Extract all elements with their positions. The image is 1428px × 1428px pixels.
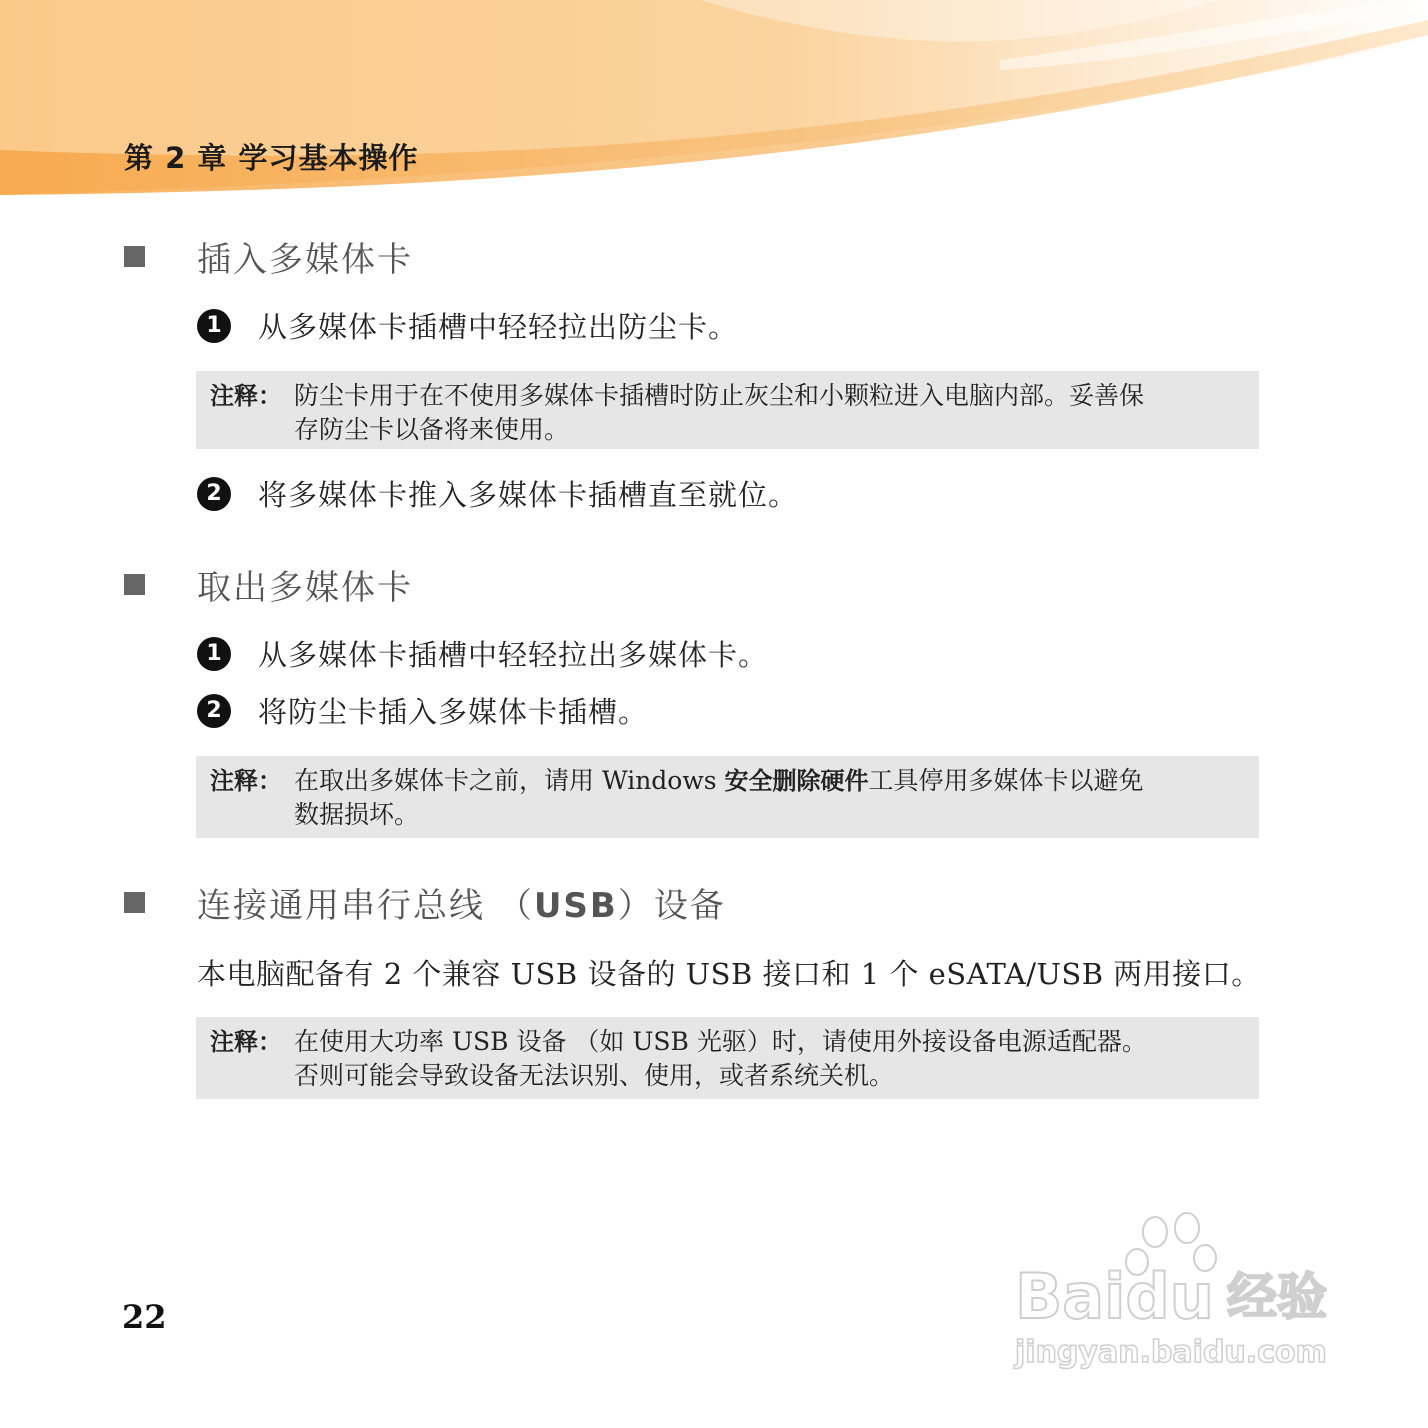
svg-text:jingyan.baidu.com: jingyan.baidu.com xyxy=(1015,1335,1327,1370)
section-title: 连接通用串行总线 （USB）设备 xyxy=(197,886,726,926)
step-text: 将多媒体卡推入多媒体卡插槽直至就位。 xyxy=(258,478,799,512)
note-text: 在取出多媒体卡之前，请用 Windows 安全删除硬件工具停用多媒体卡以避免 数据损坏。 xyxy=(294,766,1144,829)
step-number-icon: 2 xyxy=(197,694,231,728)
note-label: 注释： xyxy=(210,767,282,795)
page-number: 22 xyxy=(122,1298,167,1336)
square-bullet-icon xyxy=(124,892,145,913)
square-bullet-icon xyxy=(124,246,145,267)
step-text: 将防尘卡插入多媒体卡插槽。 xyxy=(258,695,649,729)
step-item xyxy=(197,305,738,346)
baidu-watermark-logo xyxy=(1005,1210,1350,1380)
note-box xyxy=(196,371,1259,449)
section-heading-remove-card xyxy=(124,560,413,609)
section-heading-usb xyxy=(124,878,726,927)
note-box xyxy=(196,756,1259,838)
step-item xyxy=(197,690,648,731)
note-text: 在使用大功率 USB 设备 （如 USB 光驱）时，请使用外接设备电源适配器。 否则可能会导致设备无法识别、使用，或者系统关机。 xyxy=(294,1027,1147,1090)
section-title: 插入多媒体卡 xyxy=(197,240,413,280)
note-text: 防尘卡用于在不使用多媒体卡插槽时防止灰尘和小颗粒进入电脑内部。妥善保 存防尘卡以备将来使用。 xyxy=(294,381,1145,444)
step-number-icon: 1 xyxy=(197,637,231,671)
step-number-icon: 2 xyxy=(197,477,231,511)
usb-description: 本电脑配备有 2 个兼容 USB 设备的 USB 接口和 1 个 eSATA/USB 两用接口。 xyxy=(197,957,1261,991)
step-item xyxy=(197,473,798,514)
svg-text:Baidu: Baidu xyxy=(1015,1260,1214,1333)
section-title: 取出多媒体卡 xyxy=(197,568,413,608)
note-box xyxy=(196,1017,1259,1099)
note-label: 注释： xyxy=(210,1028,282,1056)
step-item xyxy=(197,633,768,674)
step-number-icon: 1 xyxy=(197,309,231,343)
note-label: 注释： xyxy=(210,382,282,410)
chapter-title: 第 2 章 学习基本操作 xyxy=(124,141,419,175)
safely-remove-hardware-term: 安全删除硬件 xyxy=(724,767,869,795)
svg-text:经验: 经验 xyxy=(1227,1268,1327,1326)
step-text: 从多媒体卡插槽中轻轻拉出多媒体卡。 xyxy=(258,638,769,672)
section-heading-insert-card xyxy=(124,232,413,281)
step-text: 从多媒体卡插槽中轻轻拉出防尘卡。 xyxy=(258,310,739,344)
square-bullet-icon xyxy=(124,574,145,595)
